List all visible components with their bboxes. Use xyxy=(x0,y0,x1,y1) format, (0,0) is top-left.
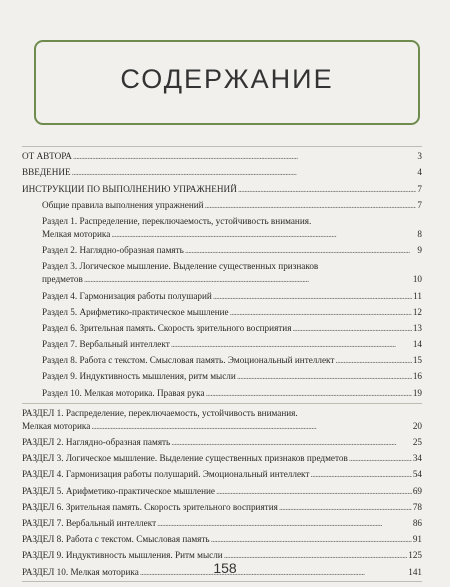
toc-entry-section-6[interactable] xyxy=(22,498,422,514)
toc-entry-instructions[interactable] xyxy=(22,179,422,195)
toc-leader-dots xyxy=(349,453,412,465)
toc-entry-label: Раздел 2. Наглядно-образная память xyxy=(42,245,184,256)
toc-entry-label: РАЗДЕЛ 1. Распределение, переключаемость, устойчивость внимания. xyxy=(22,407,298,418)
toc-leader-dots xyxy=(91,421,411,433)
toc-entry-label: ИНСТРУКЦИИ ПО ВЫПОЛНЕНИЮ УПРАЖНЕНИЙ xyxy=(22,183,237,194)
toc-entry-label: Раздел 8. Работа с текстом. Смысловая память. Эмоциональный интеллект xyxy=(42,355,335,366)
toc-leader-dots xyxy=(279,502,412,514)
toc-entry-label: РАЗДЕЛ 6. Зрительная память. Скорость зрительного восприятия xyxy=(22,501,278,512)
toc-leader-dots xyxy=(292,323,411,335)
toc-entry-label: Раздел 5. Арифметико-практическое мышление xyxy=(42,306,229,317)
toc-entry-from-author[interactable] xyxy=(22,147,422,163)
toc-entry-page: 86 xyxy=(412,517,422,528)
toc-entry-page: 78 xyxy=(412,501,422,512)
toc-entry-section-4[interactable] xyxy=(22,465,422,481)
toc-leader-dots xyxy=(157,518,412,530)
toc-entry-label: РАЗДЕЛ 2. Наглядно-образная память xyxy=(22,437,171,447)
toc-leader-dots xyxy=(171,437,412,449)
page-title: СОДЕРЖАНИЕ xyxy=(120,64,334,94)
toc-entry-instr-section-4[interactable] xyxy=(22,286,422,302)
toc-entry-label: РАЗДЕЛ 8. Работа с текстом. Смысловая память xyxy=(22,534,210,545)
toc-leader-dots xyxy=(230,307,412,319)
toc-entry-introduction[interactable] xyxy=(22,163,422,179)
toc-entry-label: РАЗДЕЛ 7. Вербальный интеллект xyxy=(22,517,157,528)
toc-entry-instr-section-2[interactable] xyxy=(22,241,422,257)
toc-leader-dots xyxy=(84,274,412,286)
toc-entry-label: Раздел 6. Зрительная память. Скорость зрительного восприятия xyxy=(42,322,292,333)
toc-entry-label: Раздел 9. Индуктивность мышления, ритм мысли xyxy=(42,371,236,382)
toc-entry-page: 20 xyxy=(412,420,422,431)
toc-entry-instr-section-9[interactable] xyxy=(22,367,422,383)
toc-leader-dots xyxy=(211,534,412,546)
toc-entry-page: 15 xyxy=(412,355,422,366)
toc-entry-page: 4 xyxy=(417,167,422,178)
table-of-contents xyxy=(22,146,422,582)
toc-entry-section-1-cont[interactable] xyxy=(22,420,422,433)
toc-leader-dots xyxy=(205,200,417,212)
toc-entry-page: 141 xyxy=(408,566,422,577)
toc-leader-dots xyxy=(335,355,411,367)
toc-entry-instr-section-3[interactable] xyxy=(22,257,422,273)
toc-leader-dots xyxy=(73,151,417,163)
toc-entry-section-7[interactable] xyxy=(22,514,422,530)
toc-entry-label: РАЗДЕЛ 9. Индуктивность мышления. Ритм мысли xyxy=(22,550,223,561)
toc-entry-instr-section-3-cont[interactable] xyxy=(22,273,422,286)
toc-entry-label: Мелкая моторика xyxy=(42,228,111,239)
toc-leader-dots xyxy=(238,184,417,196)
toc-entry-label: РАЗДЕЛ 5. Арифметико-практическое мышление xyxy=(22,485,216,496)
toc-entry-section-3[interactable] xyxy=(22,449,422,465)
toc-leader-dots xyxy=(185,245,417,257)
toc-leader-dots xyxy=(206,388,412,400)
toc-entry-instr-section-6[interactable] xyxy=(22,319,422,335)
toc-leader-dots xyxy=(310,469,411,481)
page-number: 158 xyxy=(213,560,237,576)
toc-entry-page: 69 xyxy=(412,485,422,496)
toc-entry-page: 54 xyxy=(412,469,422,480)
toc-entry-label: Общие правила выполнения упражнений xyxy=(42,199,204,210)
toc-entry-page: 8 xyxy=(417,228,422,239)
toc-leader-dots xyxy=(237,371,412,383)
toc-entry-page: 12 xyxy=(412,306,422,317)
toc-entry-label: Раздел 10. Мелкая моторика. Правая рука xyxy=(42,387,205,398)
toc-leader-dots xyxy=(216,486,412,498)
toc-entry-section-5[interactable] xyxy=(22,481,422,497)
toc-entry-label: Раздел 4. Гармонизация работы полушарий xyxy=(42,290,212,301)
toc-entry-section-2[interactable] xyxy=(22,433,422,449)
toc-entry-page: 3 xyxy=(417,151,422,162)
toc-entry-section-8[interactable] xyxy=(22,530,422,546)
toc-entry-page: 25 xyxy=(412,437,422,447)
toc-entry-instr-section-1-cont[interactable] xyxy=(22,228,422,241)
toc-leader-dots xyxy=(72,167,417,179)
toc-entry-section-1[interactable] xyxy=(22,404,422,420)
toc-entry-page: 19 xyxy=(412,387,422,398)
toc-entry-page: 125 xyxy=(408,550,422,561)
toc-entry-instr-section-5[interactable] xyxy=(22,303,422,319)
toc-entry-page: 16 xyxy=(412,371,422,382)
toc-entry-label: Раздел 3. Логическое мышление. Выделение существенных признаков xyxy=(42,261,319,272)
toc-leader-dots xyxy=(213,291,412,303)
toc-entry-general-rules[interactable] xyxy=(22,196,422,212)
toc-entry-page: 11 xyxy=(413,290,422,301)
toc-entry-label: ОТ АВТОРА xyxy=(22,151,72,162)
divider xyxy=(22,581,422,582)
toc-entry-page: 9 xyxy=(417,245,422,256)
toc-entry-page: 10 xyxy=(412,274,422,285)
toc-entry-page: 14 xyxy=(412,339,422,350)
toc-entry-label: РАЗДЕЛ 10. Мелкая моторика xyxy=(22,566,139,577)
toc-entry-page: 34 xyxy=(412,453,422,464)
toc-entry-instr-section-1[interactable] xyxy=(22,212,422,228)
title-frame xyxy=(34,40,420,125)
toc-entry-label: Мелкая моторика xyxy=(22,420,91,431)
toc-entry-label: Раздел 1. Распределение, переключаемость, устойчивость внимания. xyxy=(42,215,312,226)
toc-entry-instr-section-7[interactable] xyxy=(22,335,422,351)
toc-entry-label: ВВЕДЕНИЕ xyxy=(22,167,71,178)
toc-entry-page: 7 xyxy=(417,199,422,210)
toc-entry-label: РАЗДЕЛ 4. Гармонизация работы полушарий. Эмоциональный интеллект xyxy=(22,469,310,480)
toc-entry-page: 13 xyxy=(412,322,422,333)
toc-entry-label: РАЗДЕЛ 3. Логическое мышление. Выделение существенных признаков предметов xyxy=(22,453,348,464)
toc-entry-page: 91 xyxy=(412,534,422,545)
toc-leader-dots xyxy=(171,339,412,351)
toc-entry-page: 7 xyxy=(417,183,422,194)
toc-entry-instr-section-10[interactable] xyxy=(22,383,422,399)
toc-leader-dots xyxy=(111,229,416,241)
toc-entry-label: Раздел 7. Вербальный интеллект xyxy=(42,339,170,350)
toc-entry-label: предметов xyxy=(42,274,83,285)
toc-entry-instr-section-8[interactable] xyxy=(22,351,422,367)
